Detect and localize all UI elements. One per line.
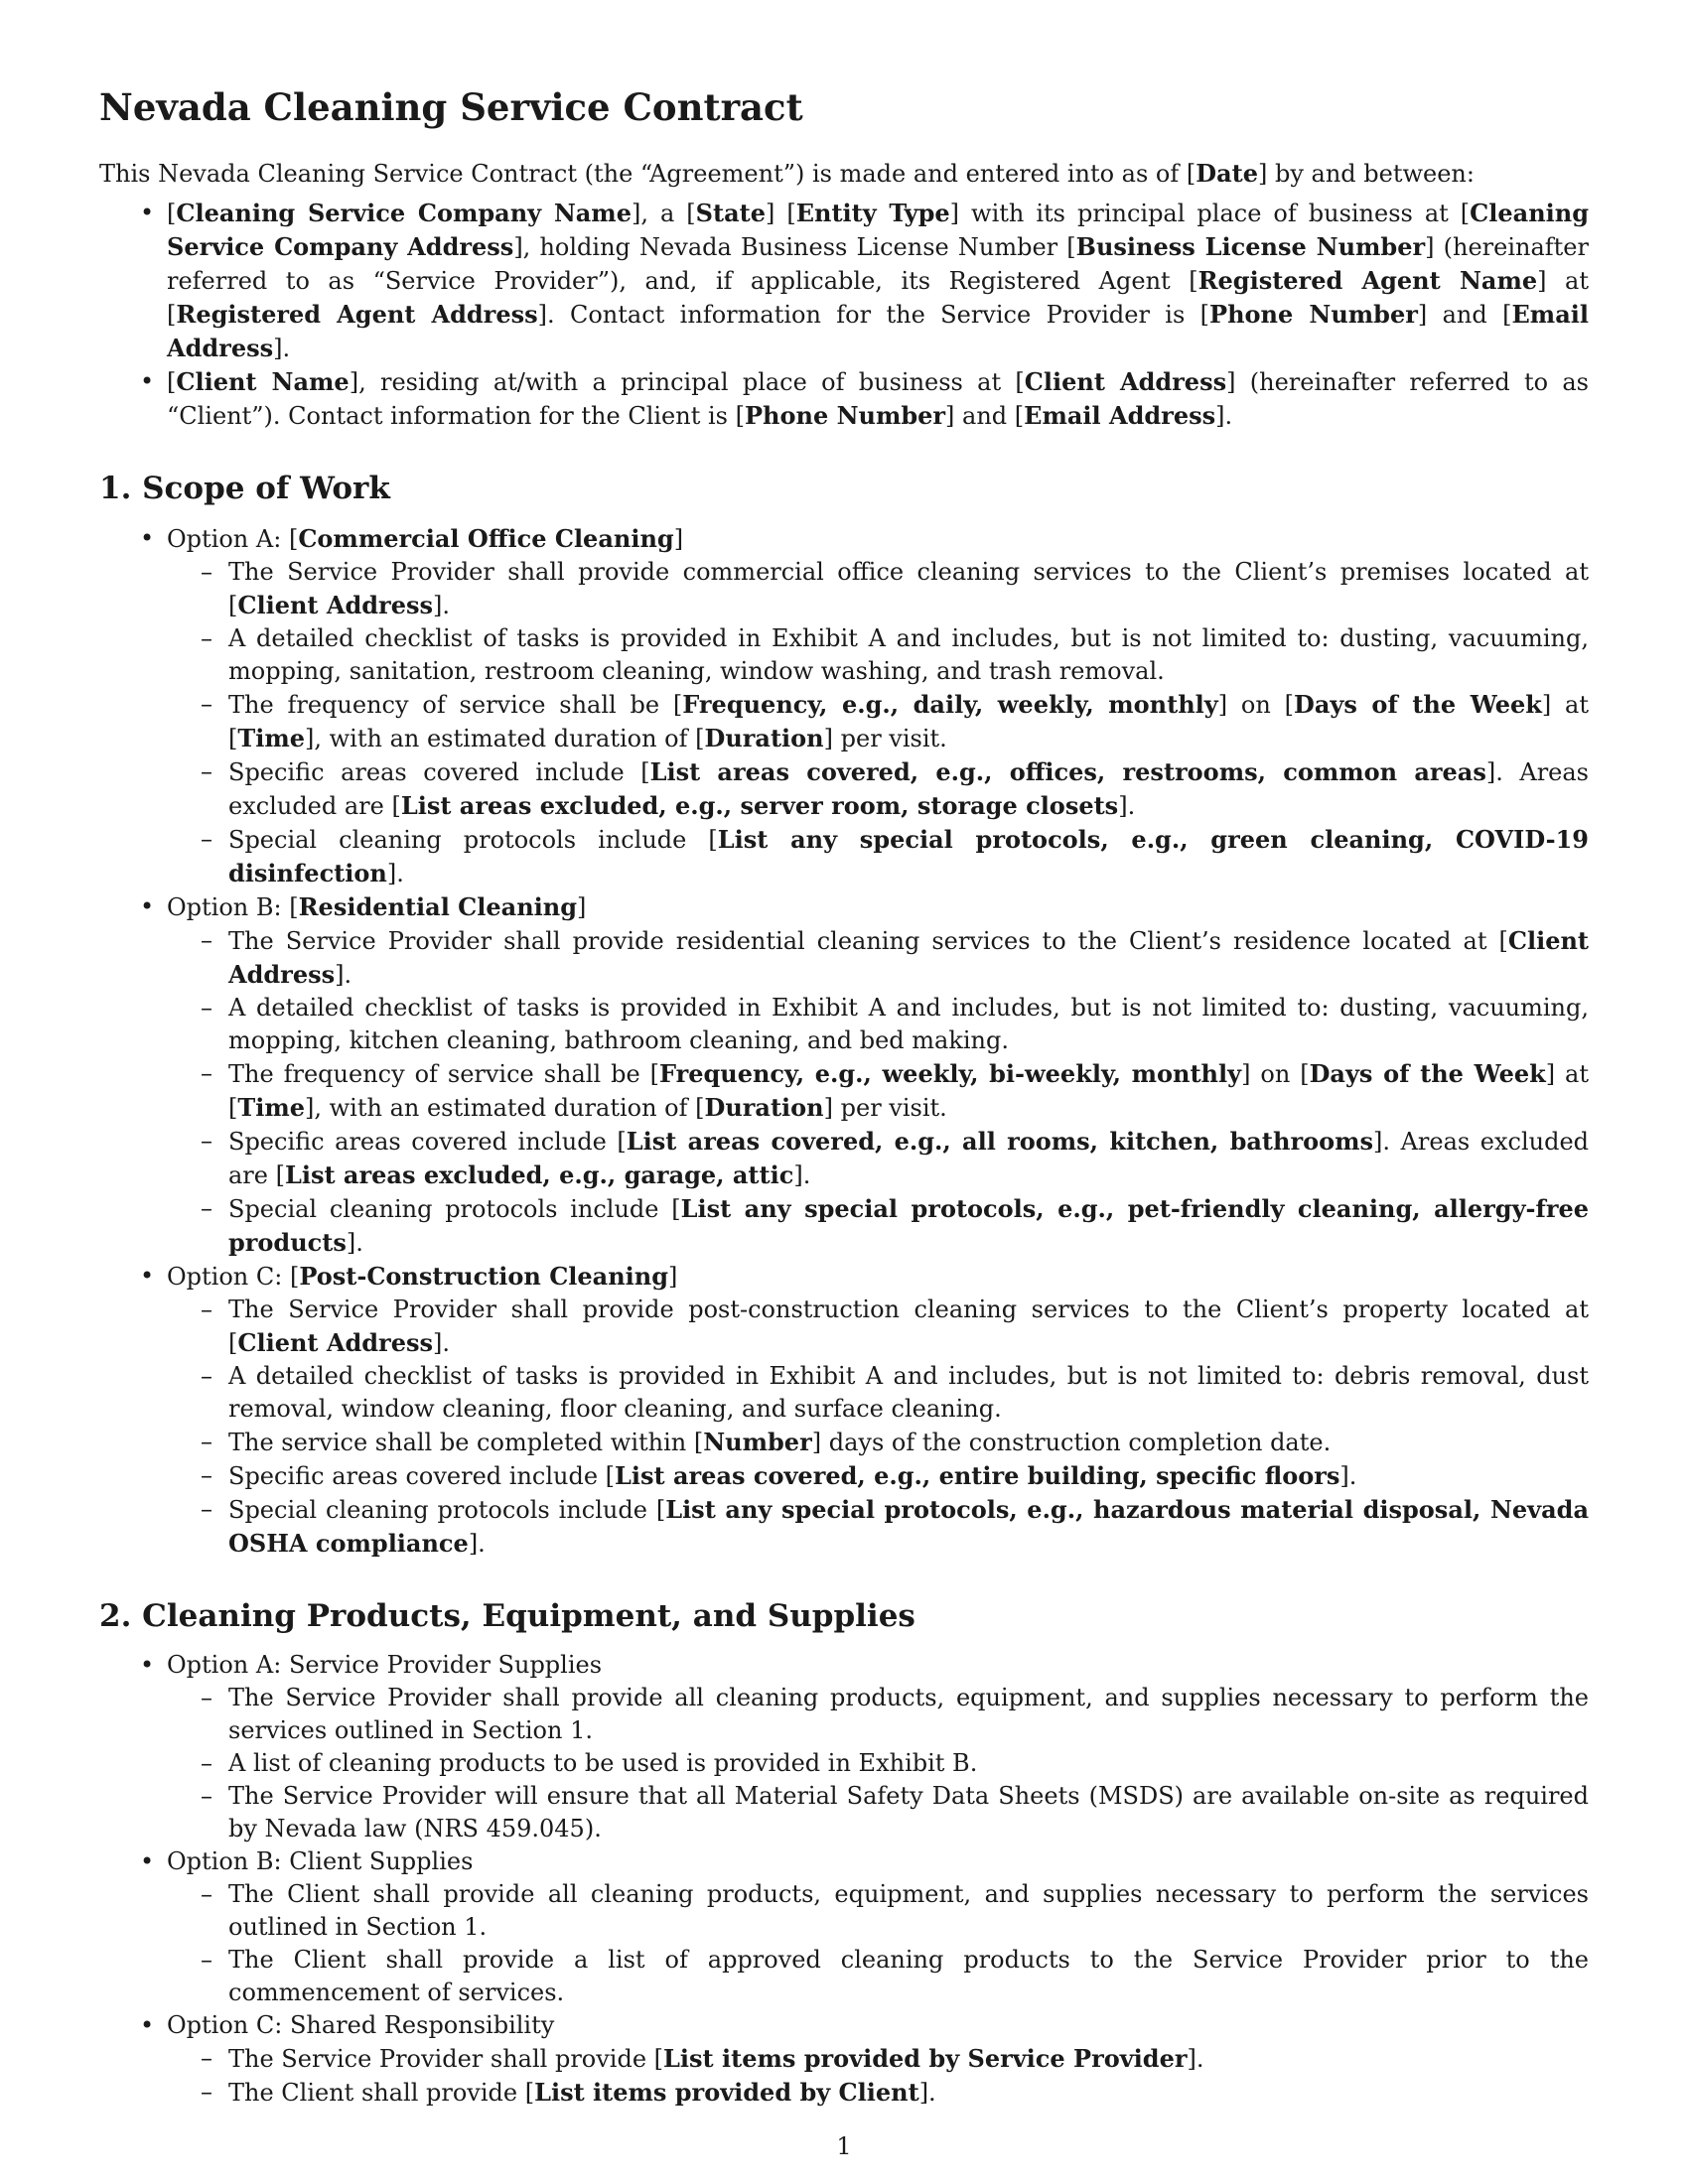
text: ]. Areas excluded are [ <box>228 1127 1590 1189</box>
list-item <box>228 1192 1589 1260</box>
list-item <box>228 2042 1589 2076</box>
text: ], with an estimated duration of [ <box>305 1093 705 1122</box>
text: ] with its principal place of business at [ <box>949 200 1471 228</box>
placeholder: List any special protocols, e.g., green cleaning, COVID-19 disinfection <box>228 824 1590 887</box>
section-heading-supplies: 2. Cleaning Products, Equipment, and Supplies <box>99 1597 915 1634</box>
text: A detailed checklist of tasks is provided in Exhibit A and includes, but is not limited to: dusting, vacuuming, mopping, kitchen cleaning, bathroom cleaning, and bed making. <box>228 993 1589 1054</box>
document-title: Nevada Cleaning Service Contract <box>99 85 803 129</box>
placeholder: Entity Type <box>795 199 950 228</box>
text: [ <box>167 368 177 397</box>
text: ]. <box>346 1228 363 1257</box>
text: ] at [ <box>167 267 1589 330</box>
placeholder: Frequency, e.g., daily, weekly, monthly <box>682 689 1218 719</box>
text: Specific areas covered include [ <box>228 1461 616 1490</box>
placeholder: Time <box>237 1092 306 1122</box>
placeholder: Registered Agent Address <box>176 300 538 330</box>
option-b-items <box>167 1878 1589 2009</box>
list-item <box>228 688 1589 755</box>
option-a-commercial <box>167 522 1589 890</box>
text: ] days of the construction completion date. <box>811 1428 1332 1456</box>
text: ], holding Nevada Business License Number [ <box>513 233 1076 262</box>
option-c-items <box>167 1294 1589 1561</box>
placeholder: List items provided by Service Provider <box>663 2043 1188 2073</box>
placeholder: Cleaning Service Company Address <box>167 199 1590 262</box>
text: ], a [ <box>631 200 696 228</box>
text: ] on [ <box>1241 1059 1310 1088</box>
text: ] at [ <box>228 1059 1590 1122</box>
text: ]. <box>918 2078 936 2107</box>
placeholder: Number <box>703 1427 812 1456</box>
text: ] per visit. <box>823 724 947 752</box>
list-item <box>228 992 1589 1057</box>
list-item <box>228 755 1589 823</box>
section-heading-scope-of-work: 1. Scope of Work <box>99 471 390 507</box>
text: ] (hereinafter referred to as “Service Provider”), and, if applicable, its Registered Agent [ <box>167 233 1589 296</box>
text: ] <box>673 524 684 553</box>
text: ] per visit. <box>823 1093 947 1122</box>
text: ] on [ <box>1217 690 1295 719</box>
placeholder: Frequency, e.g., weekly, bi-weekly, monthly <box>658 1058 1242 1088</box>
option-b-residential <box>167 890 1589 1260</box>
placeholder: Client Address <box>237 590 433 619</box>
text: The Client shall provide [ <box>228 2078 535 2107</box>
placeholder: List areas excluded, e.g., server room, storage closets <box>400 790 1119 820</box>
text: [ <box>167 200 177 228</box>
text: ]. <box>386 859 404 887</box>
placeholder: Registered Agent Name <box>1197 266 1538 296</box>
placeholder: List areas covered, e.g., offices, restrooms, common areas <box>649 756 1486 786</box>
option-c-items <box>167 2042 1589 2110</box>
list-item <box>228 924 1589 992</box>
text: ]. <box>433 1328 450 1357</box>
text: Special cleaning protocols include [ <box>228 1194 681 1223</box>
list-item <box>228 2076 1589 2110</box>
text: ]. <box>468 1529 486 1558</box>
option-label: Option B: Client Supplies <box>167 1846 474 1875</box>
page-number: 1 <box>836 2132 852 2160</box>
text: ] <box>668 1262 678 1291</box>
option-label: Residential Cleaning <box>298 891 578 921</box>
text: The Service Provider shall provide commercial office cleaning services to the Client’s premises located at [ <box>228 557 1589 619</box>
option-b-items <box>167 924 1589 1260</box>
placeholder: Phone Number <box>744 401 946 431</box>
text: Option A: [ <box>167 524 299 553</box>
intro-text: This Nevada Cleaning Service Contract (the “Agreement”) is made and entered into as of [ <box>99 160 1196 189</box>
placeholder: Time <box>237 723 306 752</box>
placeholder: Phone Number <box>1209 300 1418 330</box>
placeholder: Client Address <box>237 1327 433 1357</box>
text: ]. <box>1118 791 1136 820</box>
list-item <box>228 622 1589 688</box>
list-item: – The Service Provider will ensure that all Material Safety Data Sheets (MSDS) are available on-site as required by Nevada law (NRS 459.045). <box>228 1780 1589 1845</box>
party-client <box>167 365 1589 433</box>
list-item: – The Client shall provide a list of approved cleaning products to the Service Provider prior to the commencement of services. <box>228 1944 1589 2009</box>
text: The Service Provider shall provide [ <box>228 2044 664 2073</box>
option-c-post-construction <box>167 1260 1589 1561</box>
parties-list <box>99 197 1589 433</box>
option-label: Option A: Service Provider Supplies <box>167 1650 603 1679</box>
list-item <box>228 823 1589 890</box>
placeholder: Duration <box>704 1092 824 1122</box>
list-item <box>228 1294 1589 1360</box>
text: Specific areas covered include [ <box>228 1127 627 1156</box>
text: ]. <box>1215 402 1233 431</box>
list-item <box>228 1459 1589 1493</box>
list-item <box>228 1493 1589 1561</box>
text: ] [ <box>765 200 796 228</box>
text: ]. Areas excluded are [ <box>228 757 1589 820</box>
text: ]. Contact information for the Service Provider is [ <box>537 301 1210 330</box>
option-label: Commercial Office Cleaning <box>298 523 674 553</box>
supplies-options-list <box>99 1649 1589 2110</box>
placeholder: List items provided by Client <box>534 2077 919 2107</box>
placeholder: Days of the Week <box>1309 1058 1546 1088</box>
text: ] <box>577 892 587 921</box>
list-item <box>228 1426 1589 1459</box>
text: ] and [ <box>1417 301 1512 330</box>
text: A detailed checklist of tasks is provided in Exhibit A and includes, but is not limited to: dusting, vacuuming, mopping, sanitation, restroom cleaning, window washing, and trash removal. <box>228 623 1589 685</box>
placeholder: Client Address <box>228 925 1589 989</box>
text: The frequency of service shall be [ <box>228 690 683 719</box>
text: ]. <box>335 960 352 989</box>
text: ]. <box>1339 1461 1357 1490</box>
text: The Service Provider shall provide residential cleaning services to the Client’s residence located at [ <box>228 926 1508 955</box>
text: Special cleaning protocols include [ <box>228 825 718 854</box>
placeholder: Email Address <box>167 300 1589 363</box>
intro-paragraph <box>99 157 1589 191</box>
list-item: – A list of cleaning products to be used is provided in Exhibit B. <box>228 1747 1589 1780</box>
placeholder: List areas covered, e.g., all rooms, kitchen, bathrooms <box>626 1126 1374 1156</box>
party-service-provider <box>167 197 1589 365</box>
text: ] (hereinafter referred to as “Client”). Contact information for the Client is [ <box>167 368 1590 431</box>
placeholder: Client Address <box>1024 367 1227 397</box>
text: ]. <box>273 335 291 363</box>
placeholder: List any special protocols, e.g., hazardous material disposal, Nevada OSHA compliance <box>228 1494 1589 1558</box>
text: Option B: [ <box>167 892 299 921</box>
text: The Service Provider shall provide post-construction cleaning services to the Client’s property located at [ <box>228 1295 1589 1357</box>
text: ], residing at/with a principal place of business at [ <box>349 368 1025 397</box>
date-placeholder: Date <box>1196 159 1258 189</box>
text: A detailed checklist of tasks is provided in Exhibit A and includes, but is not limited to: debris removal, dust removal, window cleaning, floor cleaning, and surface cleaning. <box>228 1361 1589 1423</box>
document-page <box>99 85 1589 2110</box>
option-a-items <box>167 1682 1589 1845</box>
text: ] at [ <box>228 690 1590 752</box>
list-item <box>228 556 1589 622</box>
placeholder: Email Address <box>1024 401 1216 431</box>
list-item: – The Service Provider shall provide all cleaning products, equipment, and supplies necessary to perform the services outlined in Section 1. <box>228 1682 1589 1747</box>
list-item <box>228 1057 1589 1125</box>
text: The service shall be completed within [ <box>228 1428 704 1456</box>
placeholder: Cleaning Service Company Name <box>176 199 632 228</box>
option-label: Post-Construction Cleaning <box>299 1261 669 1291</box>
text: ]. <box>433 591 450 619</box>
placeholder: Duration <box>704 723 824 752</box>
placeholder: Client Name <box>176 367 350 397</box>
option-a-provider-supplies <box>167 1649 1589 1845</box>
placeholder: List areas covered, e.g., entire building, specific floors <box>615 1460 1340 1490</box>
text: Specific areas covered include [ <box>228 757 650 786</box>
list-item <box>228 1125 1589 1192</box>
option-c-shared <box>167 2009 1589 2110</box>
option-label: Option C: Shared Responsibility <box>167 2010 555 2039</box>
list-item <box>228 1360 1589 1426</box>
placeholder: List any special protocols, e.g., pet-friendly cleaning, allergy-free products <box>228 1193 1590 1257</box>
placeholder: Days of the Week <box>1294 689 1542 719</box>
intro-text: ] by and between: <box>1257 160 1475 189</box>
text: ] and [ <box>945 402 1025 431</box>
text: The frequency of service shall be [ <box>228 1059 659 1088</box>
text: ], with an estimated duration of [ <box>305 724 705 752</box>
text: Special cleaning protocols include [ <box>228 1495 666 1524</box>
text: ]. <box>793 1160 811 1189</box>
text: Option C: [ <box>167 1262 300 1291</box>
placeholder: Business License Number <box>1075 232 1426 262</box>
option-a-items <box>167 556 1589 890</box>
placeholder: State <box>695 199 766 228</box>
placeholder: List areas excluded, e.g., garage, attic <box>284 1160 794 1189</box>
option-b-client-supplies <box>167 1845 1589 2009</box>
scope-options-list <box>99 522 1589 1561</box>
list-item: – The Client shall provide all cleaning products, equipment, and supplies necessary to perform the services outlined in Section 1. <box>228 1878 1589 1944</box>
text: ]. <box>1187 2044 1204 2073</box>
